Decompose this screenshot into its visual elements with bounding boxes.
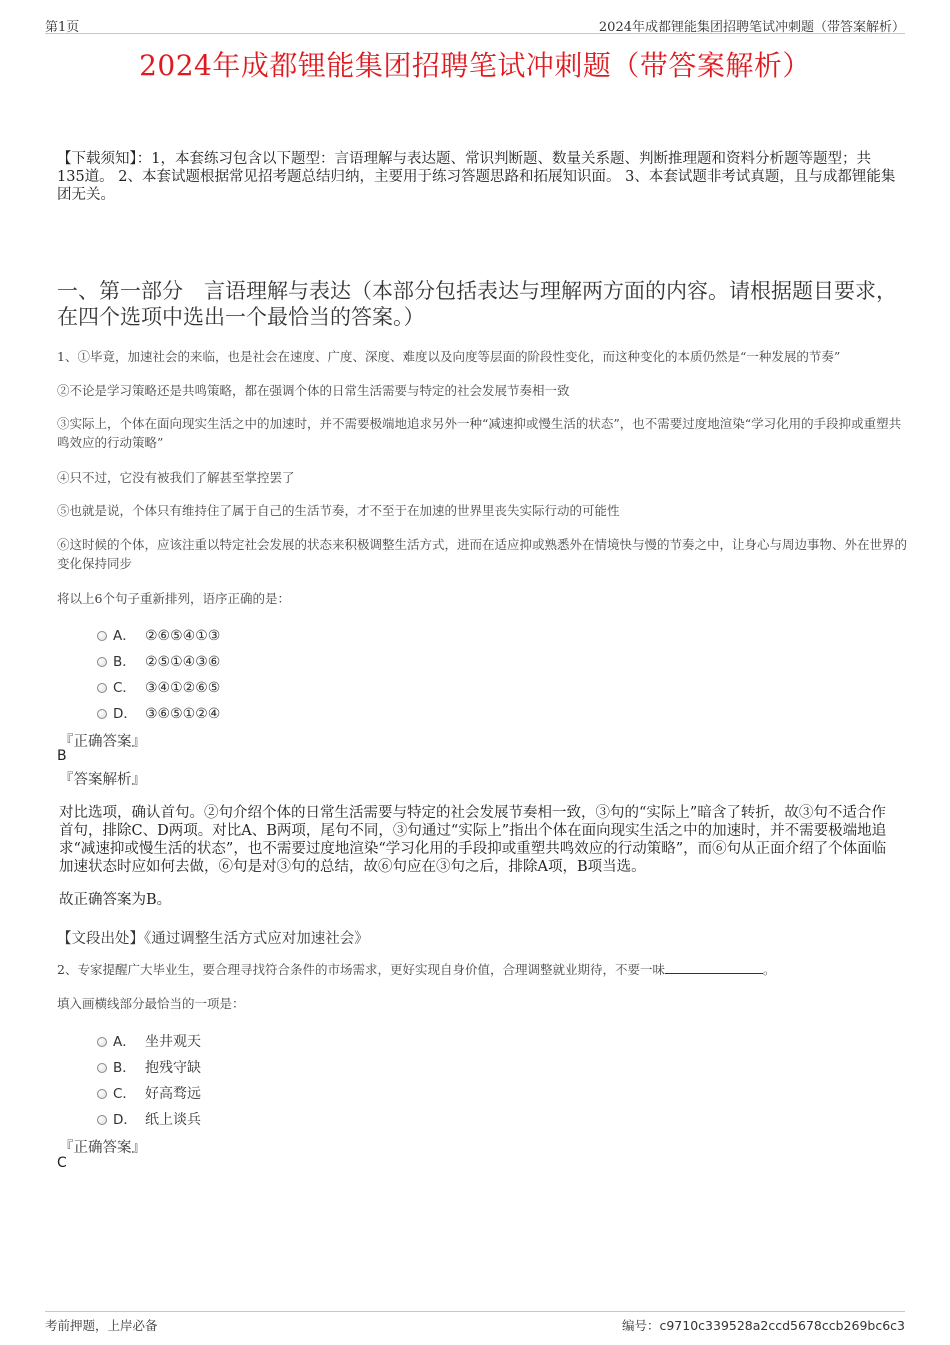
q1-conclusion: 故正确答案为B。 (59, 892, 172, 908)
q1-sentence-4: ④只不过，它没有被我们了解甚至掌控罢了 (57, 470, 295, 485)
download-notice: 【下载须知】：1，本套练习包含以下题型：言语理解与表达题、常识判断题、数量关系题、判断推理题和资料分析题等题型；共135道。 2、本套试题根据常见招考题总结归纳，主要用于练习答题思路和拓展知识面。 3、本套试题非考试真题，且与成都锂能集团无关。 (57, 151, 896, 203)
radio-icon[interactable] (97, 1037, 107, 1047)
q2-option-b[interactable]: B． 抱残守缺 (97, 1056, 201, 1076)
q2-answer-label: 『正确答案』 (59, 1140, 146, 1156)
q1-sentence-2: ②不论是学习策略还是共鸣策略，都在强调个体的日常生活需要与特定的社会发展节奏相一致 (57, 383, 570, 398)
q1-sentence-3: ③实际上，个体在面向现实生活之中的加速时，并不需要极端地追求另外一种“减速抑或慢生活的状态”，也不需要过度地渲染“学习化用的手段抑或重塑共鸣效应的行动策略” (57, 416, 902, 450)
radio-icon[interactable] (97, 683, 107, 693)
q2-option-a[interactable]: A． 坐井观天 (97, 1030, 201, 1050)
document-title: 2024年成都锂能集团招聘笔试冲刺题（带答案解析） (139, 49, 811, 82)
q2-stem: 2、专家提醒广大毕业生，要合理寻找符合条件的市场需求，更好实现自身价值，合理调整就业期待，不要一味 。 (57, 962, 776, 977)
q1-option-a[interactable]: A． ②⑥⑤④①③ (97, 624, 220, 644)
q1-sentence-1: 1、①毕竟，加速社会的来临，也是社会在速度、广度、深度、难度以及向度等层面的阶段性变化，而这种变化的本质仍然是“一种发展的节奏” (57, 349, 841, 364)
q2-option-d[interactable]: D． 纸上谈兵 (97, 1108, 201, 1128)
q1-option-b[interactable]: B． ②⑤①④③⑥ (97, 650, 220, 670)
answer-blank (665, 962, 763, 974)
radio-icon[interactable] (97, 1115, 107, 1125)
radio-icon[interactable] (97, 1089, 107, 1099)
page-number: 第1页 (45, 20, 80, 35)
page-footer (45, 1311, 905, 1333)
radio-icon[interactable] (97, 657, 107, 667)
footer-code: 编号：c9710c339528a2ccd5678ccb269bc6c3 (621, 1318, 905, 1333)
q2-prompt: 填入画横线部分最恰当的一项是： (57, 996, 245, 1011)
q2-answer: C (57, 1155, 67, 1171)
q1-answer: B (57, 748, 67, 764)
page-header (45, 14, 905, 34)
q2-option-c[interactable]: C． 好高骛远 (97, 1082, 201, 1102)
radio-icon[interactable] (97, 631, 107, 641)
q1-sentence-6: ⑥这时候的个体，应该注重以特定社会发展的状态来积极调整生活方式，进而在适应抑或熟悉外在情境快与慢的节奏之中，让身心与周边事物、外在世界的变化保持同步 (57, 537, 908, 571)
q1-sentence-5: ⑤也就是说，个体只有维持住了属于自己的生活节奏，才不至于在加速的世界里丧失实际行动的可能性 (57, 503, 620, 518)
radio-icon[interactable] (97, 1063, 107, 1073)
q1-prompt: 将以上6个句子重新排列，语序正确的是： (57, 591, 290, 606)
q1-answer-label: 『正确答案』 (59, 734, 146, 750)
q1-option-d[interactable]: D． ③⑥⑤①②④ (97, 702, 220, 722)
q1-source: 【文段出处】《通过调整生活方式应对加速社会》 (57, 931, 369, 947)
q1-analysis-label: 『答案解析』 (59, 772, 146, 788)
radio-icon[interactable] (97, 709, 107, 719)
footer-slogan: 考前押题，上岸必备 (45, 1318, 158, 1333)
section-heading: 一、第一部分 言语理解与表达（本部分包括表达与理解两方面的内容。请根据题目要求，在四个选项中选出一个最恰当的答案。） (57, 279, 897, 329)
header-doc-name: 2024年成都锂能集团招聘笔试冲刺题（带答案解析） (598, 20, 905, 35)
q1-analysis: 对比选项，确认首句。②句介绍个体的日常生活需要与特定的社会发展节奏相一致，③句的“实际上”暗含了转折，故③句不适合作首句，排除C、D两项。对比A、B两项，尾句不同，③句通过“实际上”指出个体在面向现实生活之中的加速时，并不需要极端地追求“减速抑或慢生活的状态”，也不需要过度地渲染“学习化用的手段抑或重塑共鸣效应的行动策略”，而⑥句从正面介绍了个体面临加速状态时应如何去做，⑥句是对③句的总结，故⑥句应在③句之后，排除A项，B项当选。 (59, 805, 887, 875)
q1-option-c[interactable]: C． ③④①②⑥⑤ (97, 676, 220, 696)
